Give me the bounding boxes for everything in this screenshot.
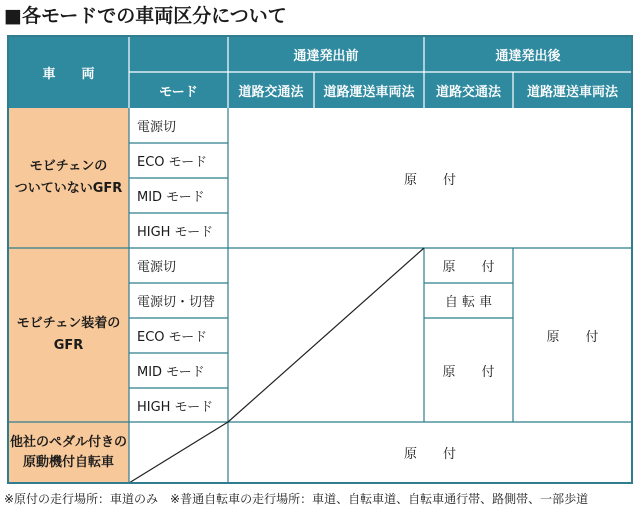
group-label-line: 他社のペダル付きの bbox=[9, 434, 127, 450]
mode-cell: 電源切 bbox=[137, 120, 177, 135]
group2-after-road-traffic-1: 原 付 bbox=[442, 260, 495, 275]
table-border bbox=[7, 35, 633, 484]
group2-after-road-traffic-3: 原 付 bbox=[442, 364, 495, 380]
group-label-line: ついていないGFR bbox=[14, 181, 123, 196]
header-vehicle: 車 両 bbox=[8, 36, 129, 108]
group-label-line: 原動機付自転車 bbox=[22, 454, 114, 470]
mode-cell: ECO モード bbox=[137, 330, 208, 345]
header-after: 通達発出後 bbox=[424, 36, 632, 72]
header-before-road-traffic: 道路交通法 bbox=[228, 72, 314, 108]
mode-cell: MID モード bbox=[137, 190, 205, 205]
mode-cell: 電源切・切替 bbox=[137, 295, 216, 310]
header-after-road-traffic: 道路交通法 bbox=[424, 72, 513, 108]
group3-classification: 原 付 bbox=[403, 447, 456, 462]
header-after-road-transport: 道路運送車両法 bbox=[513, 72, 632, 108]
page-title: ■各モードでの車両区分について bbox=[4, 5, 287, 27]
group2-after-road-transport: 原 付 bbox=[546, 329, 599, 345]
group1-classification: 原 付 bbox=[403, 172, 456, 188]
mode-cell: 電源切 bbox=[137, 260, 177, 275]
group-label-line: モビチェン装着の bbox=[16, 316, 121, 331]
group-label-line: GFR bbox=[53, 338, 84, 353]
mode-cell: MID モード bbox=[137, 365, 205, 380]
mode-cell: ECO モード bbox=[137, 155, 208, 170]
header-mode: モード bbox=[129, 72, 228, 108]
header-before: 通達発出前 bbox=[228, 36, 424, 72]
mode-cell: HIGH モード bbox=[137, 225, 214, 240]
mode-cell: HIGH モード bbox=[137, 399, 214, 415]
header-before-road-transport: 道路運送車両法 bbox=[314, 72, 424, 108]
group-label-line: モビチェンの bbox=[29, 159, 108, 174]
group2-after-road-traffic-2: 自 転 車 bbox=[444, 295, 493, 310]
footnote: ※原付の走行場所：車道のみ ※普通自転車の走行場所：車道、自転車道、自転車通行帯、路側帯、一部歩道 bbox=[4, 492, 589, 506]
